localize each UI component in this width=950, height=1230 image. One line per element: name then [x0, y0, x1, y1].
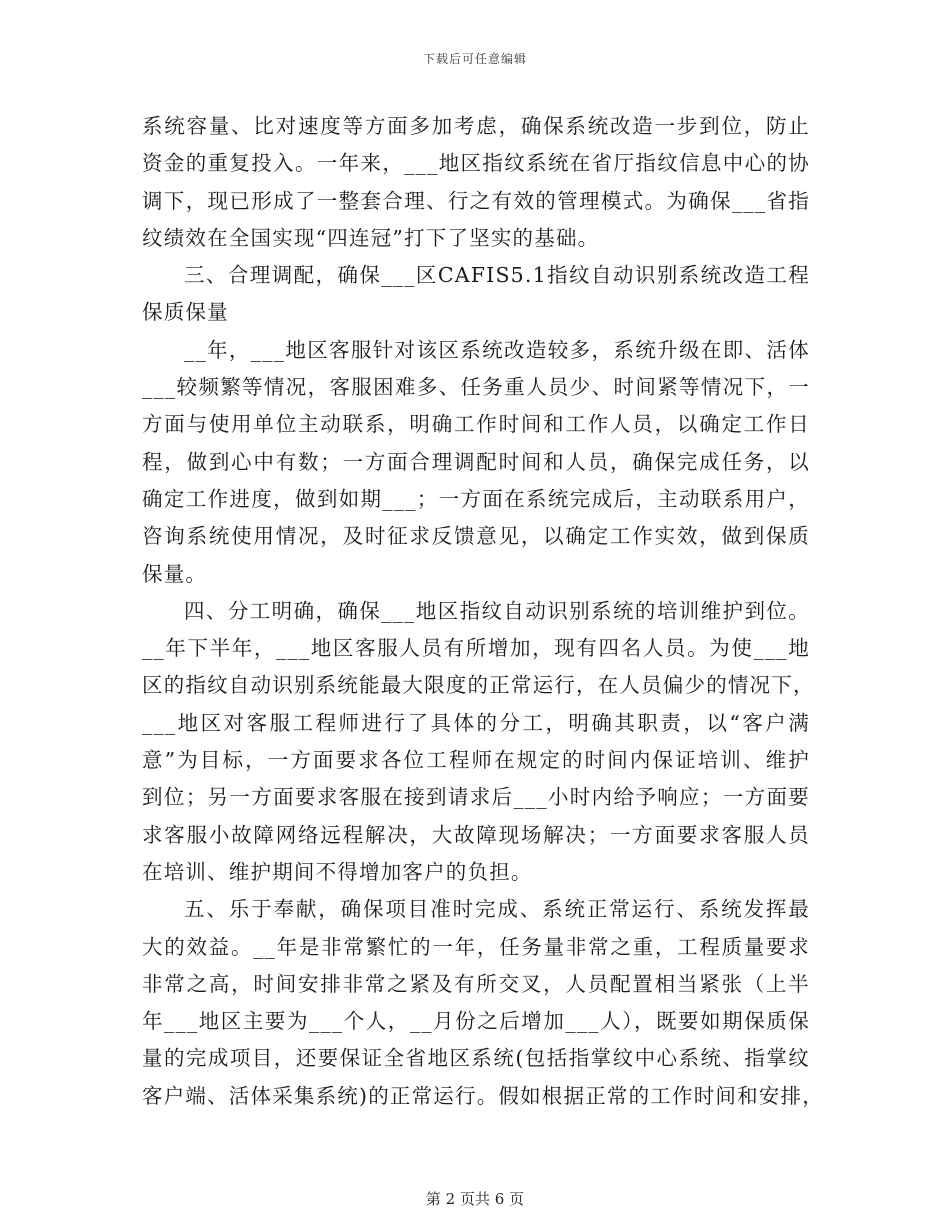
text-line: 区的指纹自动识别系统能最大限度的正常运行，在人员偏少的情况下，	[142, 673, 815, 698]
text-line: ___较频繁等情况，客服困难多、任务重人员少、时间紧等情况下，一	[142, 375, 810, 400]
text-line: __年下半年，___地区客服人员有所增加，现有四名人员。为使___地	[142, 636, 810, 661]
page-header: 下载后可任意编辑	[422, 52, 527, 66]
text-line: 系统容量、比对速度等方面多加考虑，确保系统改造一步到位，防止	[142, 114, 810, 138]
text-line: 在培训、维护期间不得增加客户的负担。	[142, 859, 533, 884]
text-line: 方面与使用单位主动联系，明确工作时间和工作人员，以确定工作日	[142, 412, 810, 437]
text-line: 大的效益。__年是非常繁忙的一年，任务量非常之重，工程质量要求	[142, 934, 810, 959]
section-heading-3: 三、合理调配，确保___区CAFIS5.1指纹自动识别系统改造工程	[184, 263, 810, 288]
document-body	[142, 108, 824, 1115]
text-line: 意”为目标，一方面要求各位工程师在规定的时间内保证培训、维护	[142, 748, 810, 773]
text-line: 求客服小故障网络远程解决，大故障现场解决；一方面要求客服人员	[142, 822, 810, 847]
text-line: 纹绩效在全国实现“四连冠”打下了坚实的基础。	[142, 225, 600, 250]
text-line: 客户端、活体采集系统)的正常运行。假如根据正常的工作时间和安排，	[142, 1083, 824, 1108]
text-line: 咨询系统使用情况，及时征求反馈意见，以确定工作实效，做到保质	[142, 524, 810, 549]
text-line: 程，做到心中有数；一方面合理调配时间和人员，确保完成任务，以	[142, 449, 810, 474]
text-line: __年，___地区客服针对该区系统改造较多，系统升级在即、活体	[184, 337, 810, 362]
section-heading-4: 四、分工明确，确保___地区指纹自动识别系统的培训维护到位。	[184, 598, 810, 623]
text-line: 非常之高，时间安排非常之紧及有所交叉，人员配置相当紧张（上半	[142, 971, 810, 996]
text-line: 调下，现已形成了一整套合理、行之有效的管理模式。为确保___省指	[142, 188, 810, 213]
text-line: 保量。	[142, 561, 208, 586]
text-line: ___地区对客服工程师进行了具体的分工，明确其职责，以“客户满	[142, 710, 810, 735]
text-line: 确定工作进度，做到如期___；一方面在系统完成后，主动联系用户，	[142, 486, 810, 511]
text-line: 资金的重复投入。一年来，___地区指纹系统在省厅指纹信息中心的协	[142, 151, 810, 176]
text-line: 量的完成项目，还要保证全省地区系统(包括指掌纹中心系统、指掌纹	[142, 1046, 810, 1071]
text-line: 保质保量	[142, 300, 229, 325]
text-line: 年___地区主要为___个人，__月份之后增加___人），既要如期保质保	[142, 1009, 810, 1034]
text-line: 到位；另一方面要求客服在接到请求后___小时内给予响应；一方面要	[142, 785, 810, 810]
section-heading-5: 五、乐于奉献，确保项目准时完成、系统正常运行、系统发挥最	[184, 897, 810, 922]
page-footer: 第 2 页共 6 页	[425, 1190, 525, 1208]
